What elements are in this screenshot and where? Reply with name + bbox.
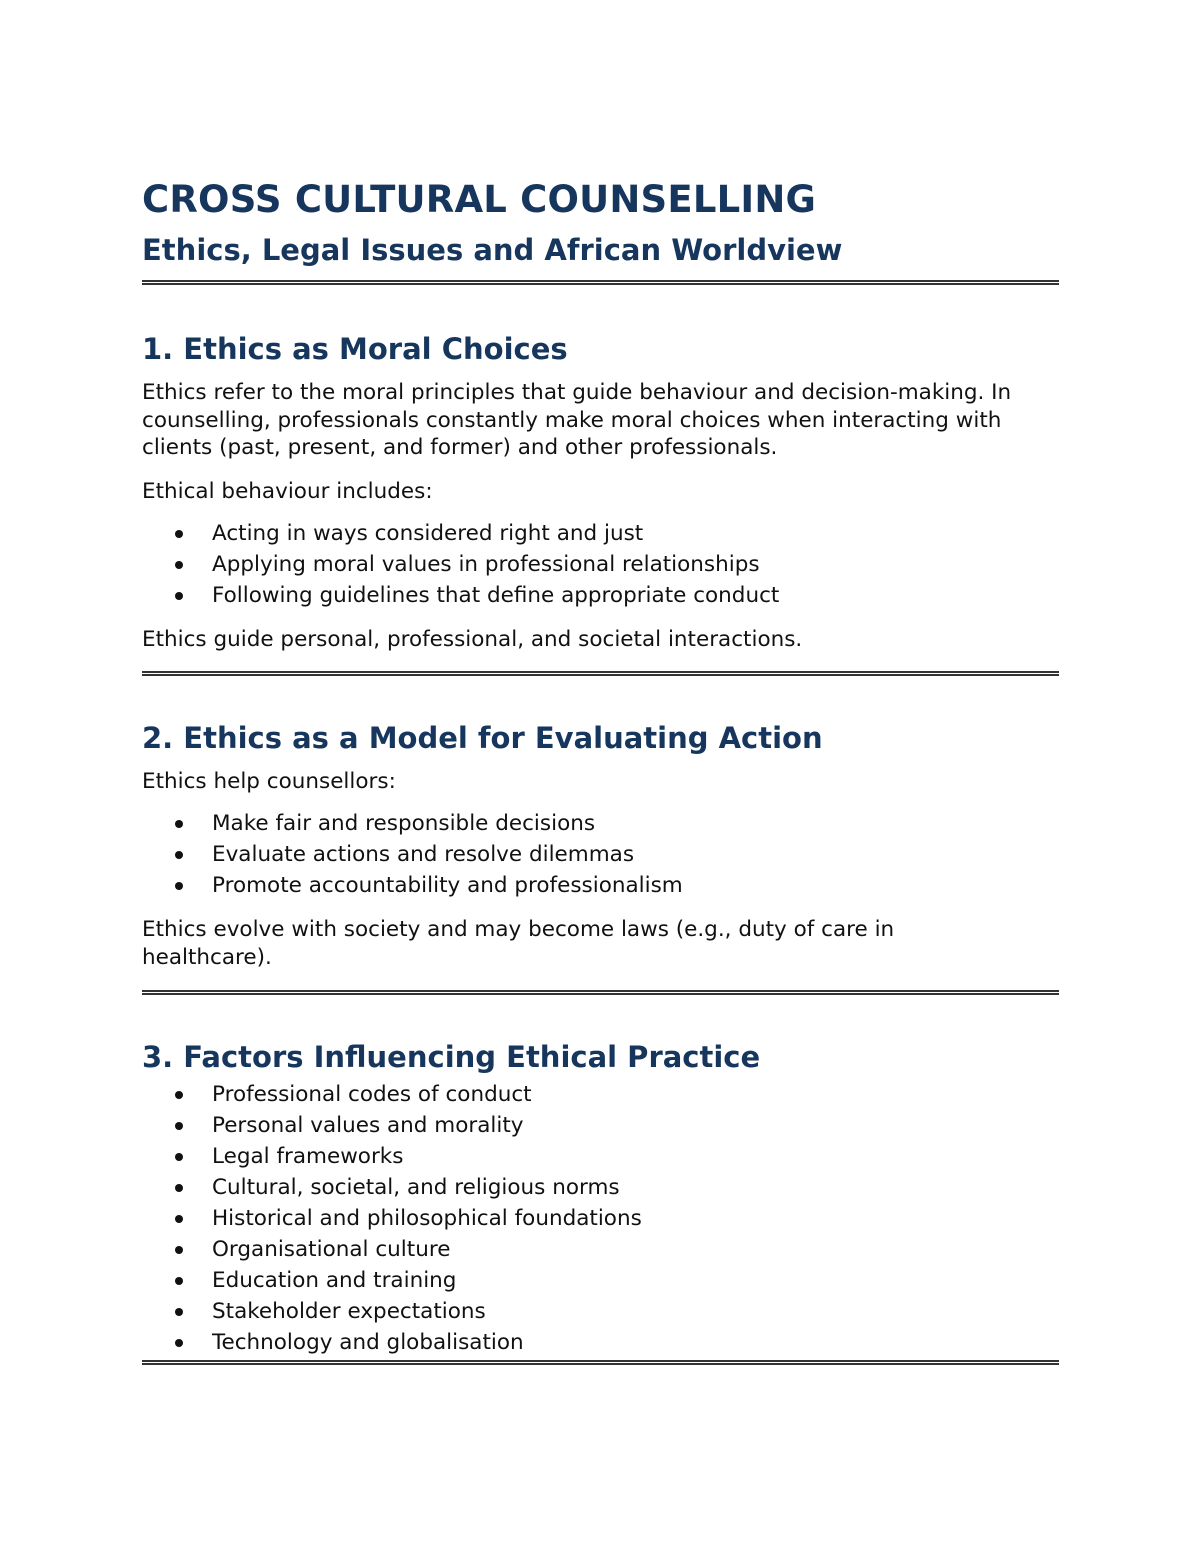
bullet-icon — [175, 1122, 183, 1130]
section-lead: Ethical behaviour includes: — [142, 478, 433, 504]
bullet-icon — [175, 820, 183, 828]
list-item — [142, 580, 1059, 611]
section-ethics-evaluating-action — [142, 718, 1059, 972]
bullet-icon — [175, 1215, 183, 1223]
bullet-icon — [175, 1184, 183, 1192]
list-item-text: Education and training — [212, 1268, 457, 1293]
list-item-text: Cultural, societal, and religious norms — [212, 1175, 620, 1200]
bullet-icon — [175, 1091, 183, 1099]
section-closing: Ethics evolve with society and may become laws (e.g., duty of care in healthcare). — [142, 917, 895, 970]
bullet-icon — [175, 561, 183, 569]
list-item — [142, 870, 1059, 901]
list-item — [142, 1172, 1059, 1203]
list-item — [142, 808, 1059, 839]
section-closing: Ethics guide personal, professional, and societal interactions. — [142, 627, 803, 652]
list-item-text: Personal values and morality — [212, 1113, 524, 1138]
list-item-text: Evaluate actions and resolve dilemmas — [212, 842, 635, 867]
list-item-text: Technology and globalisation — [212, 1330, 524, 1355]
list-item — [142, 549, 1059, 580]
document-page — [142, 176, 1059, 1365]
list-item-text: Legal frameworks — [212, 1144, 404, 1169]
bullet-icon — [175, 530, 183, 538]
list-item — [142, 1141, 1059, 1172]
section-ethics-moral-choices — [142, 329, 1059, 654]
section-divider — [142, 990, 1059, 995]
list-item-text: Stakeholder expectations — [212, 1299, 486, 1324]
bullet-icon — [175, 592, 183, 600]
bullet-icon — [175, 1308, 183, 1316]
bullet-icon — [175, 1246, 183, 1254]
bullet-icon — [175, 1339, 183, 1347]
list-item — [142, 839, 1059, 870]
list-item-text: Following guidelines that define appropriate conduct — [212, 583, 780, 608]
list-item — [142, 1079, 1059, 1110]
list-item-text: Applying moral values in professional relationships — [212, 552, 760, 577]
section-intro: Ethics refer to the moral principles that guide behaviour and decision-making. In counselling, professionals constantly make moral choices when interacting with clients (past, present, and former) and other professionals. — [142, 380, 1012, 460]
list-item — [142, 1110, 1059, 1141]
bullet-list — [142, 518, 1059, 611]
bullet-icon — [175, 851, 183, 859]
section-lead: Ethics help counsellors: — [142, 768, 396, 794]
section-heading: 2. Ethics as a Model for Evaluating Action — [142, 720, 823, 755]
section-factors-ethical-practice — [142, 1037, 1059, 1358]
bullet-list — [142, 1079, 1059, 1358]
bullet-list — [142, 808, 1059, 901]
list-item-text: Organisational culture — [212, 1237, 451, 1262]
bullet-icon — [175, 882, 183, 890]
bullet-icon — [175, 1153, 183, 1161]
list-item-text: Make fair and responsible decisions — [212, 811, 596, 836]
title-divider — [142, 280, 1059, 285]
list-item-text: Promote accountability and professionalism — [212, 873, 683, 898]
list-item-text: Acting in ways considered right and just — [212, 521, 644, 546]
document-title: CROSS CULTURAL COUNSELLING — [142, 178, 817, 221]
list-item — [142, 1234, 1059, 1265]
section-divider — [142, 1360, 1059, 1365]
list-item — [142, 1296, 1059, 1327]
bullet-icon — [175, 1277, 183, 1285]
list-item-text: Professional codes of conduct — [212, 1082, 532, 1107]
list-item-text: Historical and philosophical foundations — [212, 1206, 642, 1231]
document-subtitle: Ethics, Legal Issues and African Worldview — [142, 233, 843, 267]
list-item — [142, 1327, 1059, 1358]
section-heading: 3. Factors Influencing Ethical Practice — [142, 1040, 761, 1074]
list-item — [142, 1265, 1059, 1296]
section-divider — [142, 671, 1059, 676]
list-item — [142, 518, 1059, 549]
section-heading: 1. Ethics as Moral Choices — [142, 332, 568, 366]
list-item — [142, 1203, 1059, 1234]
